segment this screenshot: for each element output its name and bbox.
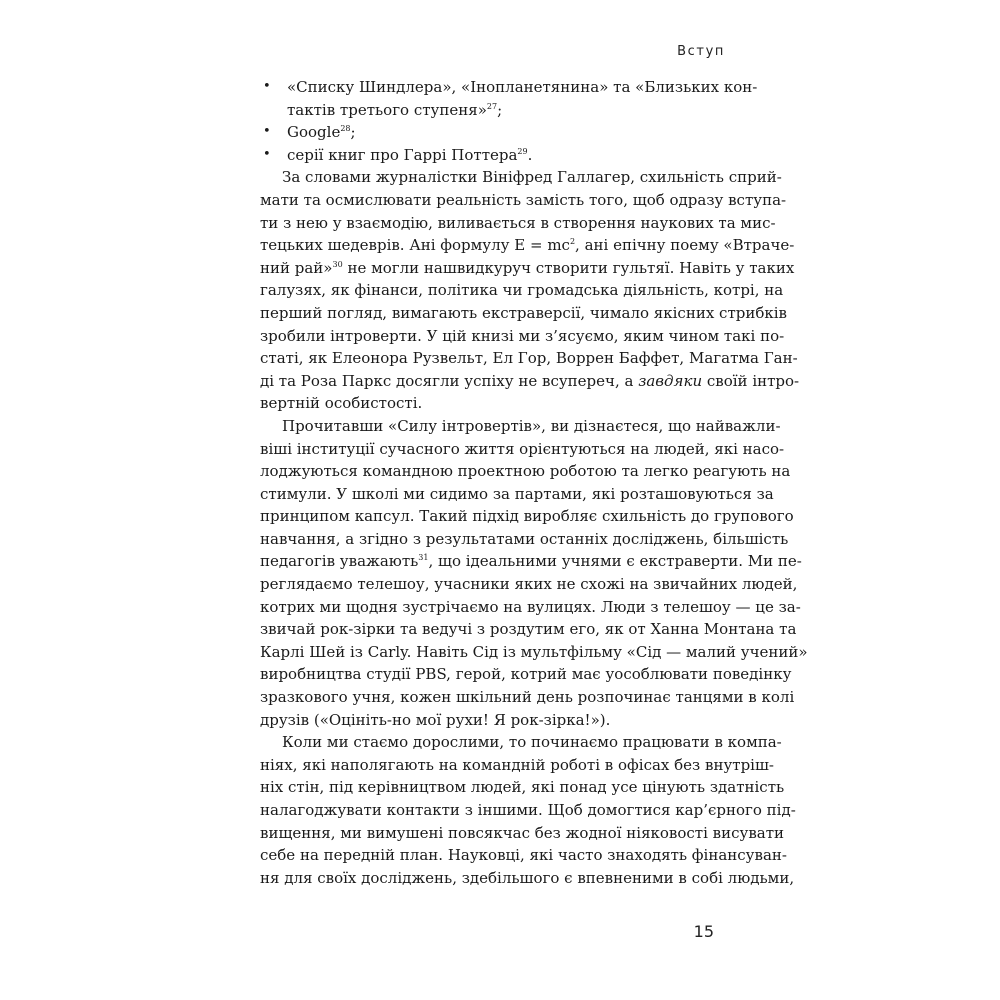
paragraph: За словами журналістки Вініфред Галлагер, схильність сприй- мати та осмислювати реальність замість того, щоб одразу вступа- ти з нею у взаємодію, виливається в створення наукових та мис- тецьких шедеврів. Ані формулу $E = mc^2$, ані епічну поему «Втраче- ний рай»$^{30}$ не могли нашвидкуруч створити гультяї. Навіть у таких галузях, як фінанси, політика чи громадська діяльність, котрі, на перший погляд, вимагають екстраверсії, чимало якісних стрибків зробили інтроверти. У цій книзі ми з’ясуємо, яким чином такі по- статі, як Елеонора Рузвельт, Ел Гор, Воррен Баффет, Магатма Ган- ді та Роза Паркс досягли успіху не всупереч, а завдяки своїй інтро- вертній особистості. <box>260 168 800 413</box>
list-item-line: тактів третього ступеня»$^{27}$; <box>287 100 503 119</box>
bullet-list <box>260 76 758 166</box>
running-head: Вступ <box>677 44 725 59</box>
bullet-icon: • <box>263 124 271 140</box>
footnote-ref: 29 <box>517 146 528 156</box>
list-item-line: • серії книг про Гаррі Поттера$^{29}$. <box>260 144 740 167</box>
footnote-ref: 27 <box>486 101 498 111</box>
paragraph: Прочитавши «Силу інтровертів», ви дізнаєтеся, що найважли- віші інституції сучасного життя орієнтуються на людей, які насо- лоджуються командною проектною роботою та легко реагують на стимули. У школі ми сидимо за партами, які розташовуються за принципом капсул. Такий підхід виробляє схильність до групового навчання, а згідно з результатами останніх досліджень, більшість педагогів уважають$^{31}$, що ідеальними учнями є екстраверти. Ми пе- реглядаємо телешоу, учасники яких не схожі на звичайних людей, котрих ми щодня зустрічаємо на вулицях. Люди з телешоу — це за- звичай рок-зірки та ведучі з роздутим его, як от Ханна Монтана та Карлі Шей із Carly. Навіть Сід із мультфільму «Сід — малий учений» виробництва студії PBS, герой, котрий має уособлювати поведінку зразкового учня, кожен шкільний день розпочинає танцями в колі друзів («Оцініть-но мої рухи! Я рок-зірка!»). <box>260 416 808 729</box>
list-item <box>260 121 740 144</box>
bullet-icon: • <box>263 146 271 162</box>
bullet-icon: • <box>263 79 271 94</box>
footnote-ref: 30 <box>332 259 343 269</box>
page-number: 15 <box>693 922 714 941</box>
list-item-line: • «Списку Шиндлера», «Інопланетянина» та «Близьких кон- <box>260 76 740 99</box>
superscript: 2 <box>569 237 576 247</box>
emphasis: завдяки <box>638 371 703 390</box>
footnote-ref: 31 <box>418 553 429 563</box>
list-item-line: • Google$^{28}$; <box>260 121 740 144</box>
list-item <box>260 144 740 167</box>
list-item <box>260 76 758 121</box>
footnote-ref: 28 <box>340 124 351 134</box>
body-text <box>260 76 808 889</box>
paragraph: Коли ми стаємо дорослими, то починаємо працювати в компа- ніях, які наполягають на командній роботі в офісах без внутріш- ніх стін, під керівництвом людей, які понад усе цінують здатність налагоджувати контакти з іншими. Щоб домогтися кар’єрного під- вищення, ми вимушені повсякчас без жодної ніяковості висувати себе на передній план. Науковці, які часто знаходять фінансуван- ня для своїх досліджень, здебільшого є впевненими в собі людьми, <box>260 733 796 887</box>
